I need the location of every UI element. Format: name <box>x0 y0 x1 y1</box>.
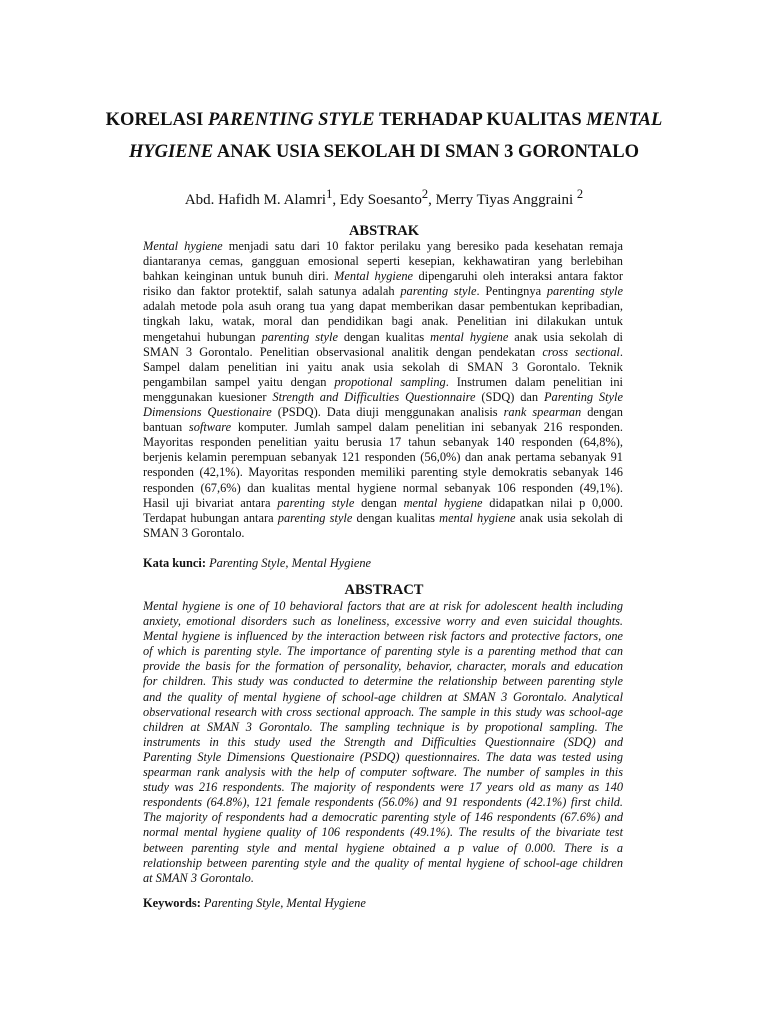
abstract-line: at SMAN 3 Gorontalo. <box>143 870 254 885</box>
text-run: berjenis kelamin perempuan sebanyak 121 responden (56,0%) dan anak pertama sebanyak 91 <box>143 450 623 465</box>
italic-term: software <box>188 420 232 435</box>
abstrak-line <box>143 345 623 360</box>
abstrak-line <box>143 526 623 541</box>
italic-term: Mental hygiene <box>334 269 414 284</box>
italic-term: propotional sampling <box>334 374 446 389</box>
abstract-body <box>143 599 623 886</box>
italic-term: Dimensions Questionaire <box>143 405 272 420</box>
abstract-line: for children. This study was conducted to determine the relationship between parenting style <box>143 674 623 689</box>
text-run: anak usia sekolah di <box>508 329 623 344</box>
italic-term: mental hygiene <box>403 495 483 510</box>
title-text: KORELASI <box>105 110 208 130</box>
text-run: . Pentingnya <box>476 284 547 299</box>
keywords-label: Keywords: <box>143 896 201 910</box>
text-run: komputer. Jumlah sampel dalam penelitian ini sebanyak 216 responden. <box>231 420 623 435</box>
text-run: dengan kualitas <box>352 510 440 525</box>
abstract-line: spearman rank analysis with the help of computer software. The number of samples in this <box>143 765 623 780</box>
text-run: dipengaruhi oleh interaksi antara faktor <box>413 269 623 284</box>
abstract-line: of which is parenting style. The importance of parenting style is a parenting method that can <box>143 644 623 659</box>
affiliation-mark: 1 <box>326 187 333 201</box>
keywords-value: Parenting Style, Mental Hygiene <box>200 896 366 910</box>
title-italic: PARENTING STYLE <box>207 110 375 130</box>
text-run: dengan <box>581 405 623 420</box>
abstract-line: relationship between parenting style and the quality of mental hygiene of school-age children <box>143 855 623 870</box>
abstrak-line <box>143 435 623 450</box>
italic-term: parenting style <box>277 495 355 510</box>
abstract-line: between parenting style and mental hygiene obtained a p value of 0.000. There is a <box>143 840 623 855</box>
title-line-1 <box>106 110 663 130</box>
abstrak-line <box>143 405 623 420</box>
author-list <box>80 183 688 211</box>
text-run: tingkah laku, watak, moral dan pendidikan bagi anak. Penelitian ini dilakukan untuk <box>143 314 623 329</box>
text-run: . Instrumen dalam penelitian ini <box>445 374 623 389</box>
text-run: diantaranya cemas, gangguan emosional seperti kesepian, kekhawatiran yang berlebihan <box>143 254 623 269</box>
abstrak-line <box>143 496 623 511</box>
author-name: , Merry Tiyas Anggraini <box>428 192 577 208</box>
abstract-line: respondents (64.8%), 121 female respondents (56.0%) and 91 respondents (42.1%) first child. <box>143 795 623 810</box>
italic-term: parenting style <box>277 510 353 525</box>
text-run: risiko dan faktor protektif, salah satunya adalah <box>143 284 401 299</box>
abstrak-line <box>143 314 623 329</box>
text-run: Hasil uji bivariat antara <box>143 495 278 510</box>
italic-term: cross sectional <box>542 344 620 359</box>
abstrak-body <box>143 239 623 541</box>
paper-title <box>80 104 688 168</box>
abstract-line: observational research with cross sectional approach. The sample in this study was school-age <box>143 704 623 719</box>
kata-kunci <box>143 555 623 571</box>
text-run: SMAN 3 Gorontalo. Penelitian observasional analitik dengan pendekatan <box>143 344 543 359</box>
title-italic: MENTAL <box>586 110 663 130</box>
abstrak-line <box>143 330 623 345</box>
text-run: dengan <box>354 495 404 510</box>
abstract-line: Parenting Style Dimensions Questionaire (PSDQ) questionnaires. The data was tested using <box>143 749 623 764</box>
italic-term: Strength and Difficulties Questionnaire <box>272 389 476 404</box>
affiliation-mark: 2 <box>576 187 584 201</box>
text-run: mengetahui hubungan <box>143 329 262 344</box>
italic-term: parenting style <box>546 284 623 299</box>
text-run: didapatkan nilai p 0,000. <box>482 495 623 510</box>
title-line-2 <box>129 142 639 162</box>
author-name: , Edy Soesanto <box>332 192 422 208</box>
abstract-line: and the quality of mental hygiene of school-age children at SMAN 3 Gorontalo. Analytical <box>143 689 623 704</box>
title-italic: HYGIENE <box>128 142 214 162</box>
abstrak-line <box>143 284 623 299</box>
text-run: SMAN 3 Gorontalo. <box>143 525 245 540</box>
author-name: Abd. Hafidh M. Alamri <box>184 192 327 208</box>
title-text: ANAK USIA SEKOLAH DI SMAN 3 GORONTALO <box>213 142 640 162</box>
text-run: bantuan <box>143 420 189 435</box>
text-run: menjadi satu dari 10 faktor perilaku yang beresiko pada kesehatan remaja <box>222 239 623 253</box>
abstrak-line <box>143 269 623 284</box>
text-run: pengambilan sampel yaitu dengan <box>143 374 335 389</box>
abstrak-line <box>143 511 623 526</box>
italic-term: Mental hygiene <box>143 239 223 253</box>
abstract-line: normal mental hygiene quality of 106 respondents (49.1%). The results of the bivariate test <box>143 825 623 840</box>
text-run: adalah metode pola asuh orang tua yang dapat memberikan dasar pembentukan kepribadian, <box>143 299 623 314</box>
kata-kunci-value: Parenting Style, Mental Hygiene <box>206 556 372 570</box>
text-run: bahkan keinginan untuk bunuh diri. <box>143 269 335 284</box>
text-run: menggunakan kuesioner <box>143 389 273 404</box>
abstrak-line <box>143 481 623 496</box>
text-run: . <box>619 344 623 359</box>
abstract-line: The majority of respondents had a democratic parenting style of 146 respondents (67.6%) and <box>143 810 623 825</box>
text-run: Mayoritas responden penelitian yaitu berusia 17 tahun sebanyak 140 responden (64,8%), <box>143 435 623 450</box>
italic-term: mental hygiene <box>439 510 516 525</box>
abstrak-line <box>143 375 623 390</box>
abstrak-line <box>143 360 623 375</box>
abstract-line: anxiety, emotional disorders such as loneliness, excessive worry and even suicidal thoughts. <box>143 614 623 629</box>
abstract-line: children at SMAN 3 Gorontalo. The sampling technique is by propotional sampling. The <box>143 719 623 734</box>
italic-term: rank spearman <box>503 405 582 420</box>
keywords <box>143 895 623 911</box>
text-run: Terdapat hubungan antara <box>143 510 278 525</box>
text-run: (PSDQ). Data diuji menggunakan analisis <box>271 405 504 420</box>
abstract-line: study was 216 respondents. The majority of respondents were 17 years old as many as 140 <box>143 780 623 795</box>
abstract-heading: ABSTRACT <box>344 582 424 598</box>
affiliation-mark: 2 <box>421 187 429 201</box>
abstrak-line <box>143 254 623 269</box>
italic-term: parenting style <box>400 284 477 299</box>
italic-term: parenting style <box>261 329 338 344</box>
text-run: responden (42,1%). Mayoritas responden memiliki parenting style demokratis sebanyak 146 <box>143 465 623 480</box>
abstrak-line <box>143 299 623 314</box>
abstrak-line <box>143 450 623 465</box>
abstrak-heading: ABSTRAK <box>348 223 420 239</box>
abstrak-line <box>143 420 623 435</box>
abstract-line: instruments in this study used the Strength and Difficulties Questionnaire (SDQ) and <box>143 734 623 749</box>
italic-term: Parenting Style <box>543 389 624 404</box>
title-text: TERHADAP KUALITAS <box>374 110 587 130</box>
kata-kunci-label: Kata kunci: <box>143 556 206 570</box>
abstract-line: Mental hygiene is influenced by the interaction between risk factors and protective factors, one <box>143 629 623 644</box>
text-run: anak usia sekolah di <box>515 510 623 525</box>
italic-term: mental hygiene <box>430 329 509 344</box>
text-run: (SDQ) dan <box>475 389 544 404</box>
abstrak-line <box>143 239 623 254</box>
abstrak-line <box>143 390 623 405</box>
abstract-line: Mental hygiene is one of 10 behavioral factors that are at risk for adolescent health including <box>143 599 623 613</box>
text-run: Sampel dalam penelitian ini yaitu anak usia sekolah di SMAN 3 Gorontalo. Teknik <box>143 359 623 374</box>
abstract-line: provide the basis for the formation of personality, behavior, character, morals and education <box>143 659 623 674</box>
abstrak-line <box>143 465 623 480</box>
text-run: responden (67,6%) dan kualitas mental hygiene normal sebanyak 106 responden (49,1%). <box>143 480 623 495</box>
text-run: dengan kualitas <box>337 329 431 344</box>
